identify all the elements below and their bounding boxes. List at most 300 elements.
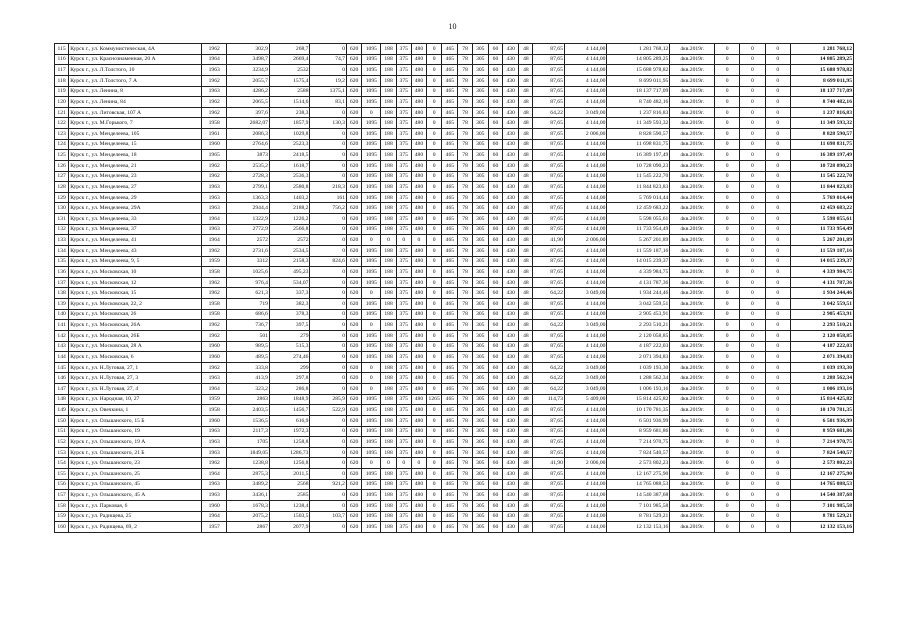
cell-year: 1963 [202,203,227,214]
cell-rate-i: 305 [472,447,488,458]
cell-owners-funds: 2 905 453,91 [790,309,853,320]
cell-rate-l: 48 [519,320,533,331]
cell-rate-h: 78 [458,373,472,384]
cell-rate-h: 78 [458,415,472,426]
cell-rate-i: 305 [472,394,488,405]
cell-fund-3: 0 [765,150,790,161]
cell-limit-cost: 2 006,00 [564,129,607,140]
cell-rate-f: 0 [427,107,442,118]
cell-deadline: 4кв.2019г. [670,277,715,288]
cell-rate-f: 0 [427,245,442,256]
cell-rate-f: 0 [427,214,442,225]
table-row [55,107,854,118]
cell-rate-h: 78 [458,118,472,129]
cell-fund-1: 0 [714,511,739,522]
cell-total-cost: 18 137 717,09 [607,86,670,97]
cell-rate-j: 60 [488,373,502,384]
cell-rate-k: 430 [503,384,519,395]
cell-rate-j: 60 [488,86,502,97]
cell-rate-i: 305 [472,490,488,501]
cell-rate-b: 1095 [362,118,381,129]
cell-rate-e: 480 [411,256,426,267]
cell-rate-j: 60 [488,75,502,86]
cell-nonresidential-area: 83,1 [310,97,347,108]
cell-rate-f: 0 [427,447,442,458]
cell-living-area: 299 [269,362,310,373]
cell-living-area: 268,7 [269,44,310,55]
cell-rate-j: 60 [488,447,502,458]
cell-total-area: 2799,1 [227,182,270,193]
cell-rate-j: 60 [488,426,502,437]
cell-rate-d: 375 [396,426,411,437]
cell-rate-c: 188 [381,469,396,480]
cell-total-area: 2731,6 [227,245,270,256]
cell-owners-funds: 1 039 193,30 [790,362,853,373]
cell-year: 1962 [202,171,227,182]
cell-owners-funds: 5 598 055,61 [790,214,853,225]
cell-rate-f: 0 [427,341,442,352]
cell-rate-e: 480 [411,469,426,480]
cell-total-cost: 16 389 197,49 [607,150,670,161]
cell-total-cost: 4 187 222,03 [607,341,670,352]
cell-rate-b: 0 [362,384,381,395]
cell-fund-1: 0 [714,267,739,278]
cell-total-cost: 2 905 453,91 [607,309,670,320]
cell-cost-per-sqm: 87,65 [533,415,564,426]
cell-limit-cost: 5 409,00 [564,394,607,405]
cell-fund-2: 0 [740,299,765,310]
cell-limit-cost: 4 144,00 [564,54,607,65]
cell-rate-k: 430 [503,437,519,448]
cell-nonresidential-area: 0 [310,214,347,225]
cell-fund-2: 0 [740,235,765,246]
cell-deadline: 4кв.2019г. [670,160,715,171]
cell-cost-per-sqm: 87,65 [533,256,564,267]
table-row [55,150,854,161]
cell-fund-3: 0 [765,182,790,193]
cell-year: 1962 [202,97,227,108]
cell-rate-h: 78 [458,203,472,214]
cell-address: Курск г., ул. Ленина, 8 [69,86,202,97]
cell-living-area: 2418,5 [269,150,310,161]
cell-year: 1962 [202,75,227,86]
cell-rate-c: 0 [381,235,396,246]
cell-deadline: 4кв.2019г. [670,511,715,522]
cell-rate-a: 620 [346,256,361,267]
cell-rate-i: 305 [472,203,488,214]
cell-rate-a: 620 [346,129,361,140]
cell-fund-3: 0 [765,256,790,267]
cell-rate-j: 60 [488,330,502,341]
cell-rate-c: 188 [381,415,396,426]
cell-total-area: 2403,5 [227,405,270,416]
cell-living-area: 2011,5 [269,469,310,480]
cell-fund-3: 0 [765,384,790,395]
cell-rate-l: 48 [519,330,533,341]
cell-rate-e: 480 [411,352,426,363]
cell-fund-3: 0 [765,522,790,533]
table-row [55,415,854,426]
cell-total-area: 2086,3 [227,129,270,140]
table-row [55,373,854,384]
cell-rate-i: 305 [472,129,488,140]
cell-rate-c: 188 [381,373,396,384]
cell-total-cost: 12 459 683,22 [607,203,670,214]
cell-living-area: 2158,3 [269,256,310,267]
cell-rate-j: 60 [488,415,502,426]
cell-address: Курск г., ул. Ольшанского, 15 Б [69,415,202,426]
cell-rate-j: 60 [488,65,502,76]
cell-total-area: 2055,7 [227,75,270,86]
cell-fund-1: 0 [714,320,739,331]
cell-nonresidential-area: 756,2 [310,203,347,214]
cell-year: 1959 [202,394,227,405]
cell-fund-2: 0 [740,415,765,426]
cell-rate-k: 430 [503,118,519,129]
cell-fund-2: 0 [740,256,765,267]
cell-living-area: 1456,7 [269,405,310,416]
cell-rate-a: 620 [346,192,361,203]
cell-rate-e: 480 [411,309,426,320]
cell-rate-i: 305 [472,415,488,426]
cell-rate-a: 620 [346,86,361,97]
cell-fund-2: 0 [740,458,765,469]
cell-deadline: 4кв.2019г. [670,65,715,76]
cell-nonresidential-area: 921,2 [310,479,347,490]
cell-nonresidential-area: 0 [310,352,347,363]
cell-rate-b: 0 [362,235,381,246]
cell-year: 1963 [202,373,227,384]
cell-fund-1: 0 [714,437,739,448]
cell-owners-funds: 15 688 978,82 [790,65,853,76]
cell-rate-e: 480 [411,192,426,203]
cell-fund-2: 0 [740,65,765,76]
cell-rate-d: 375 [396,97,411,108]
cell-rate-g: 465 [442,437,458,448]
cell-limit-cost: 4 144,00 [564,245,607,256]
cell-year: 1958 [202,118,227,129]
cell-total-cost: 14 765 088,53 [607,479,670,490]
cell-rate-i: 305 [472,107,488,118]
cell-row-number: 144 [55,352,69,363]
cell-nonresidential-area: 0 [310,500,347,511]
cell-year: 1961 [202,129,227,140]
cell-rate-e: 480 [411,214,426,225]
cell-fund-2: 0 [740,214,765,225]
cell-rate-e: 480 [411,447,426,458]
cell-owners-funds: 7 214 970,75 [790,437,853,448]
cell-rate-j: 60 [488,341,502,352]
cell-deadline: 4кв.2019г. [670,415,715,426]
cell-total-cost: 8 828 590,57 [607,129,670,140]
cell-rate-k: 430 [503,75,519,86]
cell-deadline: 4кв.2019г. [670,235,715,246]
cell-rate-d: 375 [396,447,411,458]
cell-rate-h: 78 [458,267,472,278]
cell-rate-a: 620 [346,171,361,182]
cell-rate-c: 188 [381,214,396,225]
cell-rate-k: 430 [503,320,519,331]
cell-rate-g: 465 [442,245,458,256]
cell-limit-cost: 4 144,00 [564,330,607,341]
cell-rate-f: 0 [427,458,442,469]
cell-deadline: 4кв.2019г. [670,75,715,86]
cell-rate-e: 480 [411,245,426,256]
cell-row-number: 155 [55,469,69,480]
cell-fund-1: 0 [714,235,739,246]
cell-nonresidential-area: 0 [310,415,347,426]
cell-rate-c: 188 [381,139,396,150]
cell-rate-a: 620 [346,309,361,320]
cell-row-number: 130 [55,203,69,214]
cell-fund-1: 0 [714,44,739,55]
cell-rate-d: 375 [396,352,411,363]
cell-row-number: 126 [55,160,69,171]
cell-rate-b: 1095 [362,139,381,150]
cell-rate-e: 480 [411,139,426,150]
cell-fund-3: 0 [765,320,790,331]
cell-total-area: 2535,2 [227,160,270,171]
cell-rate-c: 188 [381,245,396,256]
cell-address: Курск г., ул. Ленина, 84 [69,97,202,108]
cell-row-number: 142 [55,330,69,341]
cell-rate-k: 430 [503,267,519,278]
cell-cost-per-sqm: 64,22 [533,362,564,373]
cell-rate-b: 1095 [362,426,381,437]
cell-rate-a: 620 [346,75,361,86]
cell-fund-3: 0 [765,139,790,150]
cell-address: Курск г., ул. Народная, 10, 27 [69,394,202,405]
cell-owners-funds: 11 349 593,32 [790,118,853,129]
cell-rate-l: 48 [519,458,533,469]
cell-rate-i: 305 [472,352,488,363]
cell-rate-k: 430 [503,182,519,193]
cell-rate-g: 465 [442,44,458,55]
cell-fund-3: 0 [765,362,790,373]
cell-fund-2: 0 [740,107,765,118]
cell-rate-g: 465 [442,341,458,352]
cell-deadline: 4кв.2019г. [670,171,715,182]
cell-year: 1963 [202,65,227,76]
cell-rate-h: 78 [458,405,472,416]
cell-rate-f: 0 [427,373,442,384]
cell-total-area: 621,3 [227,288,270,299]
cell-fund-1: 0 [714,160,739,171]
cell-rate-c: 188 [381,44,396,55]
cell-rate-g: 465 [442,309,458,320]
cell-rate-g: 465 [442,150,458,161]
cell-rate-j: 60 [488,192,502,203]
cell-rate-d: 375 [396,469,411,480]
cell-owners-funds: 1 281 768,12 [790,44,853,55]
cell-year: 1964 [202,54,227,65]
cell-rate-d: 375 [396,65,411,76]
cell-address: Курск г., ул. Л.Толстого, 7 А [69,75,202,86]
cell-year: 1963 [202,86,227,97]
cell-rate-a: 620 [346,214,361,225]
cell-rate-e: 480 [411,150,426,161]
cell-fund-1: 0 [714,522,739,533]
cell-limit-cost: 3 049,00 [564,384,607,395]
table-row [55,54,854,65]
cell-owners-funds: 4 131 787,36 [790,277,853,288]
cell-rate-k: 430 [503,277,519,288]
cell-row-number: 158 [55,500,69,511]
cell-fund-3: 0 [765,118,790,129]
cell-fund-2: 0 [740,129,765,140]
cell-rate-k: 430 [503,214,519,225]
cell-living-area: 1238,4 [269,500,310,511]
cell-year: 1958 [202,267,227,278]
cell-fund-3: 0 [765,490,790,501]
cell-rate-h: 78 [458,511,472,522]
cell-deadline: 4кв.2019г. [670,320,715,331]
table-row [55,405,854,416]
cell-rate-c: 188 [381,129,396,140]
cell-rate-e: 480 [411,118,426,129]
cell-cost-per-sqm: 64,22 [533,288,564,299]
cell-rate-l: 48 [519,214,533,225]
cell-rate-c: 188 [381,299,396,310]
cell-rate-a: 620 [346,522,361,533]
cell-cost-per-sqm: 114,73 [533,394,564,405]
cell-limit-cost: 4 144,00 [564,277,607,288]
cell-rate-k: 430 [503,415,519,426]
cell-rate-a: 620 [346,203,361,214]
cell-rate-l: 48 [519,288,533,299]
cell-address: Курск г., ул. Ольшанского, 25 [69,469,202,480]
cell-rate-h: 78 [458,362,472,373]
cell-limit-cost: 2 006,00 [564,458,607,469]
cell-address: Курск г., ул. Московская, 15 [69,288,202,299]
cell-living-area: 534,07 [269,277,310,288]
cell-total-area: 489,5 [227,352,270,363]
cell-fund-2: 0 [740,192,765,203]
cell-address: Курск г., ул. Менделеева, 43 [69,245,202,256]
cell-rate-c: 188 [381,405,396,416]
cell-nonresidential-area: 0 [310,235,347,246]
table-row [55,299,854,310]
cell-cost-per-sqm: 87,65 [533,75,564,86]
cell-rate-b: 0 [362,107,381,118]
cell-rate-c: 188 [381,171,396,182]
cell-rate-l: 48 [519,500,533,511]
cell-rate-j: 60 [488,54,502,65]
cell-rate-h: 78 [458,86,472,97]
cell-rate-e: 480 [411,426,426,437]
registry-table-body [55,44,854,533]
cell-rate-j: 60 [488,97,502,108]
cell-rate-l: 48 [519,511,533,522]
cell-rate-j: 60 [488,256,502,267]
cell-fund-3: 0 [765,129,790,140]
cell-fund-3: 0 [765,458,790,469]
cell-rate-g: 465 [442,394,458,405]
cell-limit-cost: 4 144,00 [564,500,607,511]
cell-rate-e: 480 [411,224,426,235]
cell-rate-d: 375 [396,479,411,490]
cell-total-cost: 5 769 014,44 [607,192,670,203]
cell-rate-l: 48 [519,490,533,501]
cell-total-area: 2682,07 [227,118,270,129]
cell-rate-c: 188 [381,182,396,193]
cell-total-cost: 11 733 954,49 [607,224,670,235]
cell-total-cost: 2 293 510,21 [607,320,670,331]
cell-deadline: 4кв.2019г. [670,500,715,511]
cell-total-area: 1238,8 [227,458,270,469]
cell-fund-2: 0 [740,341,765,352]
cell-total-area: 3234,9 [227,65,270,76]
cell-living-area: 1618,7 [269,160,310,171]
cell-living-area: 2523,3 [269,139,310,150]
cell-limit-cost: 4 144,00 [564,192,607,203]
cell-rate-b: 1095 [362,97,381,108]
cell-year: 1962 [202,160,227,171]
cell-fund-1: 0 [714,256,739,267]
cell-rate-d: 375 [396,522,411,533]
cell-rate-l: 48 [519,75,533,86]
cell-rate-a: 620 [346,415,361,426]
cell-fund-3: 0 [765,426,790,437]
cell-rate-a: 620 [346,394,361,405]
cell-rate-g: 465 [442,362,458,373]
cell-rate-b: 1095 [362,309,381,320]
table-row [55,352,854,363]
cell-rate-k: 430 [503,405,519,416]
cell-rate-b: 0 [362,320,381,331]
cell-cost-per-sqm: 87,65 [533,97,564,108]
table-row [55,288,854,299]
cell-rate-c: 188 [381,437,396,448]
cell-rate-h: 78 [458,182,472,193]
cell-rate-b: 1095 [362,192,381,203]
cell-living-area: 1972,3 [269,426,310,437]
cell-total-area: 1678,3 [227,500,270,511]
cell-rate-c: 188 [381,511,396,522]
cell-deadline: 4кв.2019г. [670,330,715,341]
cell-rate-i: 305 [472,384,488,395]
cell-deadline: 4кв.2019г. [670,299,715,310]
table-row [55,65,854,76]
cell-total-cost: 11 844 823,83 [607,182,670,193]
cell-rate-k: 430 [503,245,519,256]
cell-rate-j: 60 [488,309,502,320]
cell-address: Курск г., ул. Л.Толстого, 10 [69,65,202,76]
cell-year: 1964 [202,511,227,522]
cell-limit-cost: 4 144,00 [564,182,607,193]
cell-rate-c: 188 [381,86,396,97]
cell-rate-c: 188 [381,384,396,395]
cell-rate-h: 78 [458,447,472,458]
cell-deadline: 4кв.2019г. [670,394,715,405]
cell-fund-3: 0 [765,447,790,458]
cell-living-area: 2572 [269,235,310,246]
cell-rate-e: 480 [411,415,426,426]
cell-total-cost: 2 071 394,83 [607,352,670,363]
cell-fund-3: 0 [765,469,790,480]
cell-nonresidential-area: 0 [310,458,347,469]
cell-rate-f: 1265 [427,394,442,405]
cell-fund-1: 0 [714,309,739,320]
cell-cost-per-sqm: 87,65 [533,426,564,437]
table-row [55,97,854,108]
cell-address: Курск г., ул. Московская, 26А [69,320,202,331]
cell-row-number: 129 [55,192,69,203]
cell-rate-j: 60 [488,362,502,373]
cell-rate-e: 480 [411,299,426,310]
cell-rate-e: 480 [411,341,426,352]
cell-rate-f: 0 [427,415,442,426]
